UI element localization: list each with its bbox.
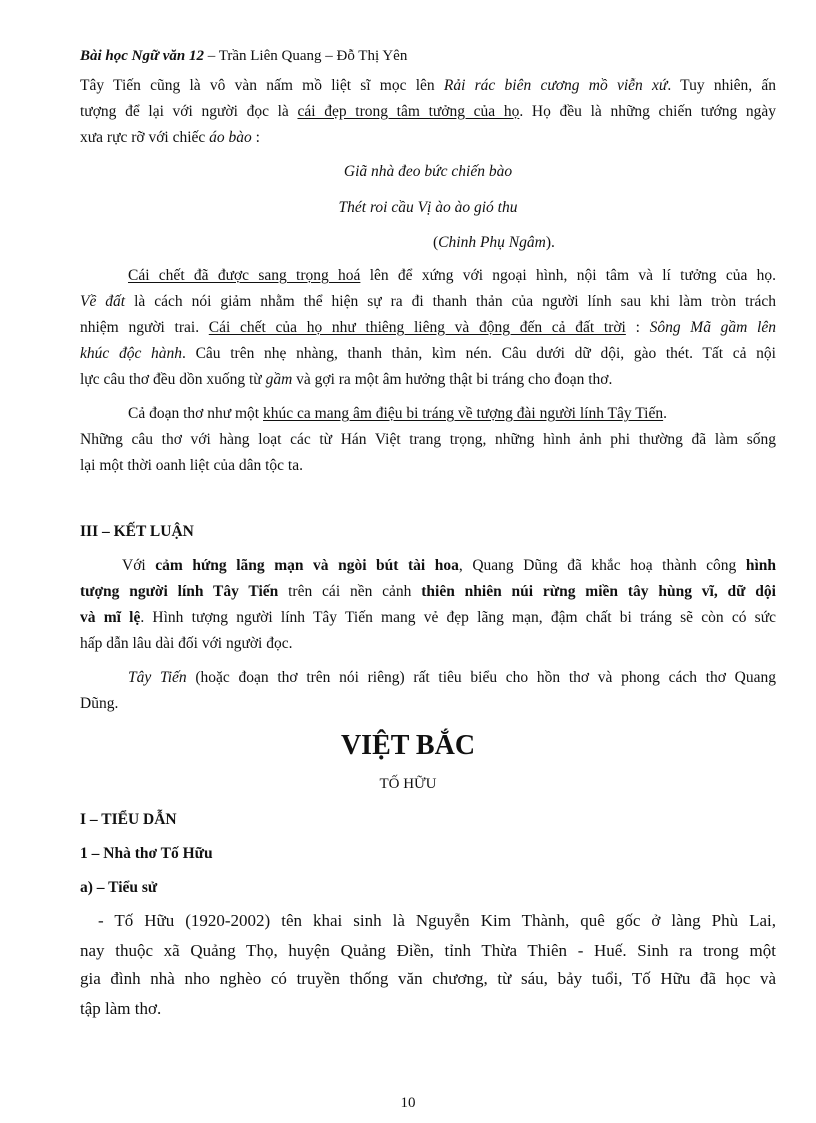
text-run: gầm: [265, 371, 293, 388]
text-run: Chinh Phụ Ngâm: [438, 234, 546, 251]
text-run: . Tuy nhiên, ấn: [667, 77, 776, 94]
paragraph-line: [122, 556, 776, 576]
text-run: :: [625, 319, 650, 336]
text-run: lên để xứng với ngoại hình, nội tâm và lí tưởng của họ.: [360, 267, 776, 284]
paragraph-line: [128, 668, 776, 688]
paragraph-line: hấp dẫn lâu dài đối với người đọc.: [80, 635, 293, 652]
text-run: lực câu thơ đều dồn xuống từ: [80, 371, 266, 388]
text-run: , Quang Dũng đã khắc hoạ thành công: [458, 557, 746, 574]
paragraph-line: [80, 608, 776, 628]
paragraph-line: [80, 318, 776, 338]
paragraph-line: lại một thời oanh liệt của dân tộc ta.: [80, 457, 303, 474]
text-run: Với: [122, 557, 156, 574]
paragraph-line: [80, 128, 776, 148]
text-run: ).: [545, 234, 555, 251]
paragraph-line: [80, 102, 776, 122]
text-run: Cái chết của họ như thiêng liêng và động đến cả đất trời: [208, 319, 626, 336]
text-run: . Họ đều là những chiến tướng ngày: [519, 103, 776, 120]
section-heading: I – TIỂU DẪN: [80, 811, 177, 828]
text-run: Sông Mã gầm lên: [649, 319, 776, 336]
subsection-heading: 1 – Nhà thơ Tố Hữu: [80, 845, 213, 862]
text-run: trên cái nền cảnh: [278, 583, 422, 600]
poem-title: VIỆT BẮC: [340, 730, 476, 761]
text-run: Rải rác biên cương mồ viễn xứ: [443, 77, 668, 94]
text-run: nhiệm người trai.: [80, 319, 209, 336]
text-run: :: [251, 129, 260, 146]
header-book-title: Bài học Ngữ văn 12: [80, 48, 204, 64]
paragraph-line: Những câu thơ với hàng loạt các từ Hán Việt trang trọng, những hình ảnh phi thường đã làm sống: [80, 431, 776, 448]
poem-verse: Giã nhà đeo bức chiến bào: [343, 163, 513, 180]
paragraph-line: [128, 404, 776, 424]
text-run: Tây Tiến cũng là vô vàn nấm mồ liệt sĩ mọc lên: [80, 77, 444, 94]
paragraph-line: gia đình nhà nho nghèo có truyền thống văn chương, từ sáu, bảy tuổi, Tố Hữu đã học và: [80, 969, 776, 988]
text-run: áo bào: [209, 129, 252, 146]
poem-source: [433, 233, 733, 253]
paragraph-line: nay thuộc xã Quảng Thọ, huyện Quảng Điền, tỉnh Thừa Thiên - Huế. Sinh ra trong một: [80, 941, 776, 960]
paragraph-line: - Tố Hữu (1920-2002) tên khai sinh là Nguyễn Kim Thành, quê gốc ở làng Phù Lai,: [98, 911, 776, 930]
text-run: khúc độc hành: [80, 345, 183, 362]
text-run: . Hình tượng người lính Tây Tiến mang vẻ đẹp lãng mạn, đậm chất bi tráng sẽ còn có sức: [140, 609, 776, 626]
paragraph-line: [80, 370, 776, 390]
text-run: .: [663, 405, 667, 422]
text-run: Cái chết đã được sang trọng hoá: [128, 267, 361, 284]
poem-verse: Thét roi cầu Vị ào ào gió thu: [338, 199, 518, 216]
text-run: cái đẹp trong tâm tưởng của họ: [297, 103, 520, 120]
paragraph-line: [80, 582, 776, 602]
poem-author: TỐ HỮU: [379, 776, 437, 792]
text-run: xưa rực rỡ với chiếc: [80, 129, 210, 146]
text-run: hình: [745, 557, 777, 574]
text-run: Tây Tiến: [128, 669, 187, 686]
text-run: và mĩ lệ: [80, 609, 141, 626]
paragraph-line: Dũng.: [80, 695, 119, 712]
text-run: tượng người lính Tây Tiến: [80, 583, 279, 600]
paragraph-line: [80, 344, 776, 364]
text-run: và gợi ra một âm hưởng thật bi tráng cho đoạn thơ.: [292, 371, 613, 388]
paragraph-line: tập làm thơ.: [80, 999, 162, 1018]
running-header: [80, 46, 776, 66]
text-run: cảm hứng lãng mạn và ngòi bút tài hoa: [155, 557, 459, 574]
subsection-heading: a) – Tiểu sử: [80, 879, 158, 896]
text-run: (: [433, 234, 439, 251]
text-run: tượng để lại với người đọc là: [80, 103, 298, 120]
page-number: 10: [400, 1095, 416, 1111]
paragraph-line: [80, 76, 776, 96]
text-run: Cả đoạn thơ như một: [128, 405, 263, 422]
text-run: Về đất: [80, 293, 126, 310]
section-heading: III – KẾT LUẬN: [80, 523, 194, 540]
text-run: . Câu trên nhẹ nhàng, thanh thản, kìm nén. Câu dưới dữ dội, gào thét. Tất cả nội: [182, 345, 776, 362]
text-run: khúc ca mang âm điệu bi tráng về tượng đài người lính Tây Tiến: [263, 405, 664, 422]
text-run: là cách nói giảm nhằm thể hiện sự ra đi thanh thản của người lính sau khi làm tròn trách: [125, 293, 776, 310]
text-run: thiên nhiên núi rừng miền tây hùng vĩ, dữ dội: [421, 583, 776, 600]
paragraph-line: [128, 266, 776, 286]
paragraph-line: [80, 292, 776, 312]
text-run: (hoặc đoạn thơ trên nói riêng) rất tiêu biểu cho hồn thơ và phong cách thơ Quang: [186, 669, 776, 686]
header-authors: – Trần Liên Quang – Đỗ Thị Yên: [204, 48, 408, 64]
